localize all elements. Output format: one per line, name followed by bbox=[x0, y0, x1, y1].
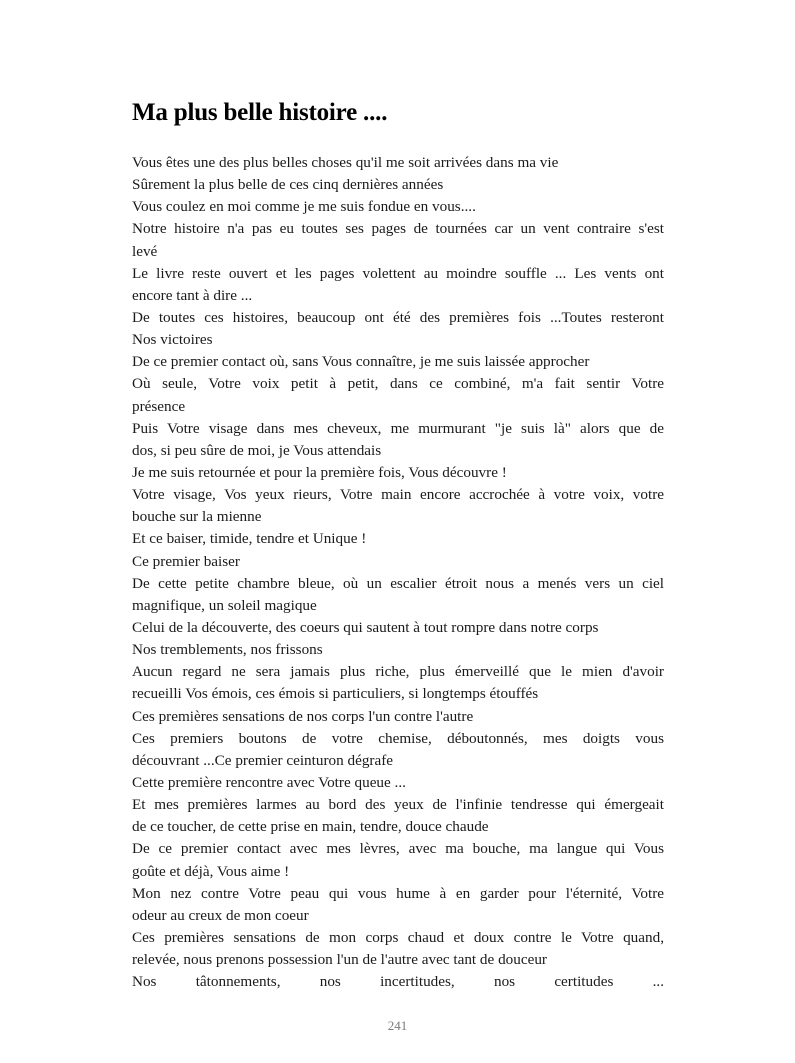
text-line: magnifique, un soleil magique bbox=[132, 596, 317, 614]
text-line: de ce toucher, de cette prise en main, tendre, douce chaude bbox=[132, 818, 489, 836]
text-line: Puis Votre visage dans mes cheveux, me murmurant "je suis là" alors que de bbox=[132, 419, 664, 437]
text-line: découvrant ...Ce premier ceinturon dégrafe bbox=[132, 751, 394, 769]
text-line: De ce premier contact où, sans Vous connaître, je me suis laissée approcher bbox=[132, 353, 590, 371]
text-line: bouche sur la mienne bbox=[132, 508, 262, 526]
text-line: goûte et déjà, Vous aime ! bbox=[132, 862, 290, 880]
text-line: relevée, nous prenons possession l'un de l'autre avec tant de douceur bbox=[132, 951, 547, 969]
text-line: Ces premiers boutons de votre chemise, déboutonnés, mes doigts vous bbox=[132, 729, 664, 747]
text-line: encore tant à dire ... bbox=[132, 286, 253, 304]
text-line: Ce premier baiser bbox=[132, 552, 240, 570]
text-line: Et ce baiser, timide, tendre et Unique ! bbox=[132, 530, 367, 548]
text-line: Sûrement la plus belle de ces cinq dernières années bbox=[132, 176, 444, 194]
poem-body bbox=[132, 152, 664, 993]
text-line: recueilli Vos émois, ces émois si particuliers, si longtemps étouffés bbox=[132, 685, 539, 703]
text-line: Aucun regard ne sera jamais plus riche, plus émerveillé que le mien d'avoir bbox=[132, 663, 664, 681]
text-line: Notre histoire n'a pas eu toutes ses pages de tournées car un vent contraire s'est bbox=[132, 220, 664, 238]
text-line: De toutes ces histoires, beaucoup ont été des premières fois ...Toutes resteront bbox=[132, 308, 664, 326]
text-line: Nos tâtonnements, nos incertitudes, nos certitudes ... bbox=[132, 973, 664, 991]
text-line: Celui de la découverte, des coeurs qui sautent à tout rompre dans notre corps bbox=[132, 618, 599, 636]
text-line: dos, si peu sûre de moi, je Vous attendais bbox=[132, 441, 382, 459]
page-number: 241 bbox=[387, 1018, 408, 1033]
text-line: Vous êtes une des plus belles choses qu'il me soit arrivées dans ma vie bbox=[132, 154, 559, 171]
text-line: Ces premières sensations de nos corps l'un contre l'autre bbox=[132, 707, 474, 725]
text-line: levé bbox=[132, 242, 158, 260]
page-title: Ma plus belle histoire .... bbox=[132, 99, 388, 126]
text-line: Je me suis retournée et pour la première fois, Vous découvre ! bbox=[132, 463, 507, 481]
text-line: De ce premier contact avec mes lèvres, avec ma bouche, ma langue qui Vous bbox=[132, 840, 664, 858]
text-line: De cette petite chambre bleue, où un escalier étroit nous a menés vers un ciel bbox=[132, 574, 664, 592]
text-line: présence bbox=[132, 397, 186, 415]
text-line: Et mes premières larmes au bord des yeux de l'infinie tendresse qui émergeait bbox=[132, 796, 664, 814]
text-line: Votre visage, Vos yeux rieurs, Votre main encore accrochée à votre voix, votre bbox=[132, 486, 664, 504]
text-line: Mon nez contre Votre peau qui vous hume à en garder pour l'éternité, Votre bbox=[132, 884, 664, 902]
text-line: odeur au creux de mon coeur bbox=[132, 906, 309, 924]
text-line: Cette première rencontre avec Votre queue ... bbox=[132, 773, 406, 791]
text-line: Où seule, Votre voix petit à petit, dans ce combiné, m'a fait sentir Votre bbox=[132, 375, 664, 393]
text-line: Ces premières sensations de mon corps chaud et doux contre le Votre quand, bbox=[132, 928, 664, 946]
text-line: Le livre reste ouvert et les pages volettent au moindre souffle ... Les vents ont bbox=[132, 264, 664, 282]
text-line: Nos tremblements, nos frissons bbox=[132, 641, 323, 659]
text-line: Nos victoires bbox=[132, 331, 213, 349]
text-line: Vous coulez en moi comme je me suis fondue en vous.... bbox=[132, 198, 476, 216]
